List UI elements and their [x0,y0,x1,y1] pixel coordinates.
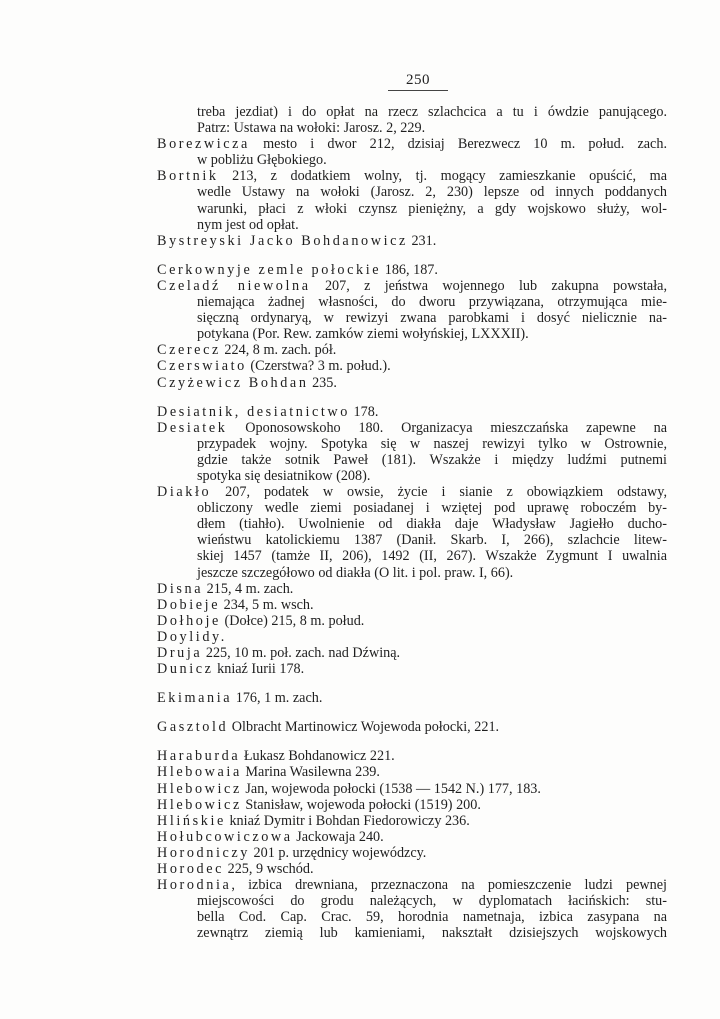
entry-line [157,645,667,661]
entry-line [157,781,667,797]
entry-line [157,358,667,374]
entry-line [157,294,667,310]
entry-text: dłem (tiahło). Uwolnienie od diakła daje Władysław Jagiełło ducho- [197,516,667,533]
glossary-entry [157,748,667,764]
entry-line [157,136,667,152]
entry-line [157,278,667,294]
entry-text: (Czerstwa? 3 m. połud.). [246,358,391,375]
entry-text: niemająca żadnej własności, do dworu przywiązana, otrzymująca mie- [197,294,667,311]
entry-line [157,548,667,564]
entry-text: potykana (Por. Rew. zamków ziemi wołyńskiej, LXXXII). [197,326,529,343]
entry-headword: Borezwicza [157,136,250,153]
glossary-entry [157,861,667,877]
entry-text: Oponosowskoho 180. Organizacya mieszczańska zapewne na [227,419,667,436]
entry-line [157,168,667,184]
entry-text: nym jest od opłat. [197,216,299,233]
glossary-entry [157,278,667,342]
entry-line [157,581,667,597]
entry-line [157,813,667,829]
glossary-entry [157,342,667,358]
entry-text: 224, 8 m. zach. pół. [220,342,337,359]
glossary-entry [157,233,667,249]
glossary-entry [157,375,667,391]
glossary-entry [157,629,667,645]
entry-headword: Druja [157,645,203,661]
entry-line [157,217,667,233]
glossary-entry [157,136,667,168]
entry-text: 231. [407,232,437,249]
glossary-entry [157,781,667,797]
entry-text: 207, z jeństwa wojennego lub zakupna powstała, [310,277,667,294]
page-number: 250 [388,72,448,91]
entry-headword: Doylidy. [157,628,227,645]
entry-text: obliczony wedle ziemi posiadanej i wziętej pod uprawę roboczém by- [197,500,667,517]
glossary-entry [157,404,667,420]
glossary-entry [157,262,667,278]
entry-headword: Hlebowicz [157,780,242,797]
entry-line [157,310,667,326]
entry-text: warunki, płaci z włoki czynsz pieniężny, a gdy wojskowo służy, wol- [197,200,667,217]
entry-line [157,661,667,677]
glossary-entry [157,613,667,629]
entry-line [157,925,667,941]
entry-text: Olbracht Martinowicz Wojewoda połocki, 221. [228,719,500,736]
glossary-entry [157,597,667,613]
entry-text: miejscowości do grodu należących, w dyplomatach łacińskich: stu- [197,893,667,910]
entry-headword: Haraburda [157,748,241,765]
entry-text: 207, podatek w owsie, życie i sianie z obowiązkiem odstawy, [211,484,667,501]
entry-text: 213, z dodatkiem wolny, tj. mogący zamieszkanie opuścić, ma [218,168,667,185]
entry-text: kniaź Dymitr i Bohdan Fiedorowiczy 236. [225,812,470,829]
entry-text: 225, 9 wschód. [224,861,314,878]
entry-text: spotyka się desiatnikow (208). [197,467,371,484]
entry-text: Łukasz Bohdanowicz 221. [240,748,395,765]
entry-text: kniaź Iurii 178. [213,661,305,678]
entry-text: zewnątrz ziemią lub kamieniami, nakształt dzisiejszych wojskowych [197,925,667,942]
entry-line [157,748,667,764]
entry-line [157,719,667,735]
entry-line [157,613,667,629]
entry-line [157,861,667,877]
entry-headword: Diakło [157,484,212,501]
entry-text: przypadek wojny. Spotyka się w naszej rewizyi tylko w Ostrownie, [197,435,667,452]
entry-headword: Czerecz [157,342,221,359]
section-gap [157,249,667,262]
entry-text: wieństwu katolickiemu 1387 (Danił. Skarb. I, 266), szlachcie litew- [197,532,667,549]
entry-line [157,375,667,391]
entry-line [157,452,667,468]
glossary-entry [157,797,667,813]
entry-text: 225, 10 m. poł. zach. nad Dźwiną. [202,645,401,661]
entry-line [157,468,667,484]
entry-text: sięczną ordynaryą, w rewizyi zwana parobkami i dosyć nielicznie na- [197,310,667,327]
glossary-entry [157,104,667,136]
entry-headword: Czeladź niewolna [157,277,311,294]
entry-line [157,484,667,500]
glossary-entry [157,690,667,706]
entry-text: skiej 1457 (tamże II, 206), 1492 (II, 267). Wszakże Zygmunt I uwalnia [197,548,667,565]
glossary-entry [157,581,667,597]
entry-text: Jackowaja 240. [292,828,384,845]
section-gap [157,706,667,719]
entry-line [157,404,667,420]
entry-headword: Bystreyski Jacko Bohdanowicz [157,232,408,249]
entry-headword: Hlebowaia [157,764,242,781]
glossary-entry [157,420,667,484]
entry-text: , izbica drewniana, przeznaczona na pomieszczenie ludzi pewnej [231,877,667,894]
entry-line [157,797,667,813]
section-gap [157,391,667,404]
glossary-entries [157,104,667,942]
glossary-entry [157,719,667,735]
glossary-entry [157,661,667,677]
glossary-entry [157,484,667,581]
entry-line [157,326,667,342]
entry-text: 215, 4 m. zach. [203,580,294,597]
glossary-entry [157,168,667,232]
entry-line [157,690,667,706]
entry-line [157,565,667,581]
entry-line [157,184,667,200]
entry-line [157,532,667,548]
entry-headword: Gasztold [157,719,229,736]
entry-text: (Dołce) 215, 8 m. połud. [220,612,365,629]
entry-text: treba jezdiat) i do opłat na rzecz szlachcica a tu i ówdzie panującego. [197,104,667,120]
entry-headword: Dunicz [157,661,214,678]
entry-text: 176, 1 m. zach. [232,690,323,707]
entry-line [157,201,667,217]
entry-line [157,597,667,613]
entry-text: 234, 5 m. wsch. [220,596,314,613]
entry-headword: Dołhoje [157,612,221,629]
entry-headword: Czyżewicz Bohdan [157,374,309,391]
glossary-entry [157,845,667,861]
entry-text: Jan, wojewoda połocki (1538 — 1542 N.) 177, 183. [241,780,541,797]
entry-headword: Hołubcowiczowa [157,828,293,845]
glossary-entry [157,645,667,661]
entry-line [157,500,667,516]
entry-text: Patrz: Ustawa na wołoki: Jarosz. 2, 229. [197,120,426,137]
entry-text: w pobliżu Głębokiego. [197,152,327,169]
entry-text: 201 p. urzędnicy wojewódzcy. [249,844,427,861]
entry-text: 186, 187. [381,261,438,278]
entry-line [157,262,667,278]
entry-headword: Desiatek [157,419,228,436]
entry-line [157,516,667,532]
entry-text: bella Cod. Cap. Crac. 59, horodnia nametnaja, izbica zasypana na [197,909,667,926]
section-gap [157,735,667,748]
entry-line [157,893,667,909]
entry-text: wedle Ustawy na wołoki (Jarosz. 2, 230) lepsze od innych poddanych [197,184,667,201]
entry-line [157,104,667,120]
entry-text: Stanisław, wojewoda połocki (1519) 200. [241,796,481,813]
entry-line [157,629,667,645]
entry-headword: Cerkownyje zemle połockie [157,261,382,278]
entry-line [157,829,667,845]
glossary-entry [157,813,667,829]
entry-line [157,152,667,168]
entry-line [157,233,667,249]
entry-line [157,420,667,436]
entry-line [157,877,667,893]
section-gap [157,677,667,690]
entry-line [157,764,667,780]
entry-text: 178. [349,403,379,420]
entry-line [157,120,667,136]
entry-headword: Bortnik [157,168,219,185]
entry-text: mesto i dwor 212, dzisiaj Berezwecz 10 m. połud. zach. [249,136,667,153]
glossary-entry [157,358,667,374]
entry-text: jeszcze szczegółowo od diakła (O lit. i pol. praw. I, 66). [197,564,514,581]
entry-line [157,436,667,452]
glossary-entry [157,764,667,780]
entry-headword: Czerswiato [157,358,247,375]
entry-headword: Disna [157,580,204,597]
entry-headword: Dobieje [157,596,221,613]
entry-headword: Hlińskie [157,812,226,829]
entry-line [157,909,667,925]
entry-text: Marina Wasilewna 239. [241,764,380,781]
entry-headword: Desiatnik, desiatnictwo [157,403,350,420]
entry-text: gdzie także sotnik Paweł (181). Wszakże i między ludźmi putnemi [197,451,667,468]
glossary-entry [157,877,667,941]
entry-text: 235. [308,374,337,391]
entry-headword: Ekimania [157,690,233,707]
entry-headword: Horodniczy [157,844,250,861]
entry-headword: Hlebowicz [157,796,242,813]
entry-headword: Horodec [157,861,225,878]
glossary-entry [157,829,667,845]
entry-headword: Horodnia [157,877,232,894]
entry-line [157,342,667,358]
entry-line [157,845,667,861]
